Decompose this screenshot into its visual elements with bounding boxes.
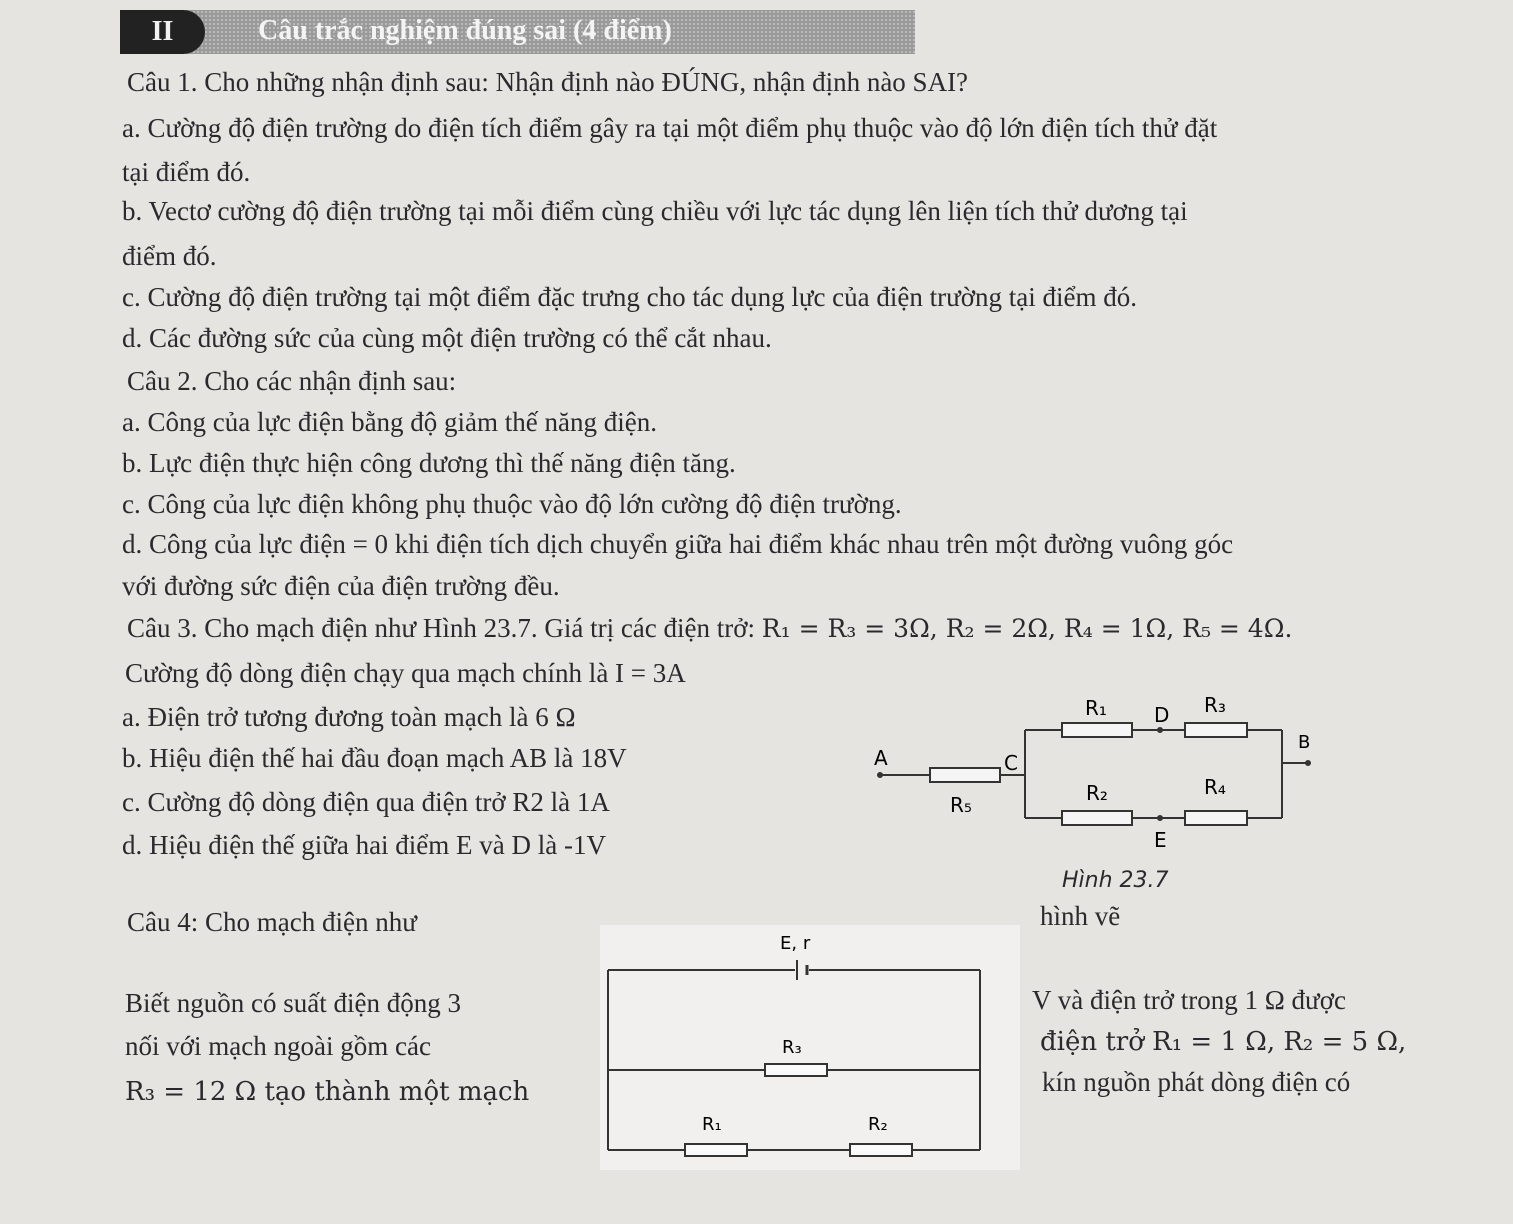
node-d xyxy=(1157,727,1163,733)
label-q4-r1: R₁ xyxy=(702,1114,722,1135)
q4-line2-right: điện trở R₁ = 1 Ω, R₂ = 5 Ω, xyxy=(1040,1027,1407,1057)
q2-option-c: c. Công của lực điện không phụ thuộc vào độ lớn cường độ điện trường. xyxy=(122,489,902,519)
q4-label: Câu 4: xyxy=(127,907,199,937)
label-q4-r3: R₃ xyxy=(782,1037,802,1058)
label-c: C xyxy=(1004,751,1018,775)
node-b xyxy=(1305,760,1311,766)
q2-option-a: a. Công của lực điện bằng độ giảm thế năng điện. xyxy=(122,407,657,437)
q4-line1-left: Biết nguồn có suất điện động 3 xyxy=(125,988,461,1018)
q1-option-c: c. Cường độ điện trường tại một điểm đặc trưng cho tác dụng lực của điện trường tại điểm đó. xyxy=(122,282,1138,312)
q2-option-d-line2: với đường sức điện của điện trường đều. xyxy=(122,571,560,601)
section-title: Câu trắc nghiệm đúng sai (4 điểm) xyxy=(258,15,672,46)
node-e xyxy=(1157,815,1163,821)
label-r5: R₅ xyxy=(950,793,972,817)
q2-text: Cho các nhận định sau: xyxy=(204,366,457,396)
q4-text-right: hình vẽ xyxy=(1040,901,1121,931)
q4-line3-left: R₃ = 12 Ω tạo thành một mạch xyxy=(125,1077,530,1107)
q1-text: Cho những nhận định sau: Nhận định nào ĐÚNG, nhận định nào SAI? xyxy=(204,67,969,97)
q3-text: Cho mạch điện như Hình 23.7. Giá trị các điện trở: xyxy=(204,613,756,643)
q2-heading xyxy=(127,365,456,397)
q1-label: Câu 1. xyxy=(127,67,198,97)
q2-label: Câu 2. xyxy=(127,366,198,396)
q3-option-b: b. Hiệu điện thế hai đầu đoạn mạch AB là 18V xyxy=(122,743,627,773)
label-e: E xyxy=(1154,828,1167,852)
label-source: E, r xyxy=(780,933,811,954)
q1-option-a-line1: a. Cường độ điện trường do điện tích điểm gây ra tại một điểm phụ thuộc vào độ lớn điện tích thử đặt xyxy=(122,113,1218,143)
q4-text: Cho mạch điện như xyxy=(205,907,417,937)
figure-23-7-circuit xyxy=(840,690,1320,865)
label-d: D xyxy=(1154,703,1170,727)
node-a xyxy=(877,772,883,778)
q2-option-d-line1: d. Công của lực điện = 0 khi điện tích dịch chuyển giữa hai điểm khác nhau trên một đường vuông góc xyxy=(122,529,1234,559)
label-r1: R₁ xyxy=(1085,696,1107,720)
q4-circuit-figure xyxy=(600,925,1020,1170)
section-header xyxy=(120,10,915,54)
q1-heading xyxy=(127,66,968,98)
q1-option-d: d. Các đường sức của cùng một điện trường có thể cắt nhau. xyxy=(122,323,772,353)
q1-option-a-line2: tại điểm đó. xyxy=(122,157,251,187)
q3-option-c: c. Cường độ dòng điện qua điện trở R2 là 1A xyxy=(122,787,610,817)
q2-option-b: b. Lực điện thực hiện công dương thì thế năng điện tăng. xyxy=(122,448,736,478)
q3-heading xyxy=(127,612,1292,645)
label-b: B xyxy=(1298,732,1311,753)
q3-resistor-values: R₁ = R₃ = 3Ω, R₂ = 2Ω, R₄ = 1Ω, R₅ = 4Ω. xyxy=(761,614,1293,643)
label-q4-r2: R₂ xyxy=(868,1114,888,1135)
label-r4: R₄ xyxy=(1204,775,1226,799)
q4-line3-right: kín nguồn phát dòng điện có xyxy=(1042,1067,1351,1097)
figure-23-7-caption: Hình 23.7 xyxy=(1062,868,1169,893)
q3-label: Câu 3. xyxy=(127,613,198,643)
q1-option-b-line1: b. Vectơ cường độ điện trường tại mỗi điểm cùng chiều với lực tác dụng lên liện tích thử dương tại xyxy=(122,196,1188,226)
q3-current: Cường độ dòng điện chạy qua mạch chính là I = 3A xyxy=(125,658,686,688)
label-r3: R₃ xyxy=(1204,693,1226,717)
q4-heading xyxy=(127,906,417,938)
q3-option-a: a. Điện trở tương đương toàn mạch là 6 Ω xyxy=(122,702,576,732)
q1-option-b-line2: điểm đó. xyxy=(122,241,217,271)
q4-line1-right: V và điện trở trong 1 Ω được xyxy=(1032,985,1346,1015)
label-r2: R₂ xyxy=(1086,781,1108,805)
q3-option-d: d. Hiệu điện thế giữa hai điểm E và D là -1V xyxy=(122,830,606,860)
section-number: II xyxy=(120,10,205,54)
label-a: A xyxy=(874,746,888,770)
q4-line2-left: nối với mạch ngoài gồm các xyxy=(125,1031,431,1061)
